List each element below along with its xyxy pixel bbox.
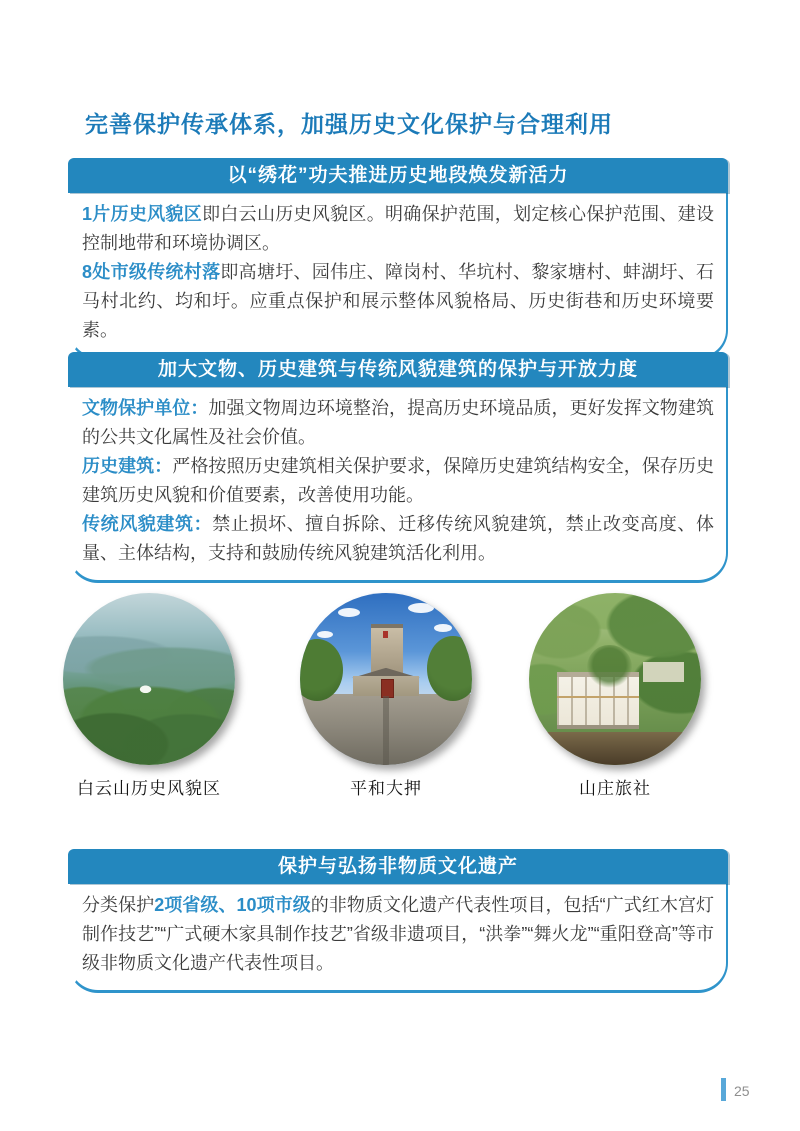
- photo-caption: 平和大押: [350, 779, 422, 798]
- page-number-accent-bar: [721, 1078, 726, 1101]
- tree-shape: [427, 636, 472, 701]
- keyword-highlight: 2项省级、10项市级: [154, 895, 311, 915]
- shanzhuang-hostel-photo-image: [529, 593, 701, 765]
- section-heritage-buildings: [68, 352, 728, 583]
- paragraph-text: 即高塘圩、园伟庄、障岗村、华坑村、黎家塘村、蚌湖圩、石马村北约、均和圩。应重点保护和展示整体风貌格局、历史街巷和历史环境要素。: [82, 262, 714, 340]
- section-intangible-heritage: [68, 849, 728, 993]
- section-header-text: 加大文物、历史建筑与传统风貌建筑的保护与开放力度: [157, 359, 638, 380]
- paragraph: [82, 258, 714, 345]
- photo-baiyunshan: [63, 593, 235, 799]
- photo-shanzhuang-hostel: [529, 593, 701, 799]
- section-header-text: 保护与弘扬非物质文化遗产: [277, 856, 518, 877]
- page-number: 25: [734, 1083, 750, 1099]
- paragraph: [82, 200, 714, 258]
- railing-shape: [557, 696, 640, 698]
- cloud-shape: [317, 631, 333, 638]
- paragraph: [82, 452, 714, 510]
- keyword-lead: 1片历史风貌区: [82, 204, 203, 224]
- paragraph: [82, 510, 714, 568]
- section-header-bar: [68, 158, 728, 193]
- section-header-bar: [68, 352, 728, 387]
- pavement-line-shape: [383, 696, 388, 765]
- paragraph-text: 即白云山历史风貌区。明确保护范围，划定核心保护范围、建设控制地带和环境协调区。: [82, 204, 715, 253]
- section-header-bar: [68, 849, 728, 884]
- photo-row: [0, 593, 800, 803]
- keyword-lead: 文物保护单位：: [82, 398, 209, 418]
- paragraph: [82, 891, 714, 978]
- keyword-lead: 历史建筑：: [82, 456, 173, 476]
- baiyunshan-photo-image: [63, 593, 235, 765]
- pond-shape: [529, 732, 701, 765]
- keyword-lead: 传统风貌建筑：: [82, 514, 213, 534]
- paragraph-text: 的非物质文化遗产代表性项目，包括“广式红木宫灯制作技艺”“广式硬木家具制作技艺”省级非遗项目，“洪拳”“舞火龙”“重阳登高”等市级非物质文化遗产代表性项目。: [82, 895, 715, 973]
- photo-caption: 山庄旅社: [579, 779, 651, 798]
- section-header-text: 以“绣花”功夫推进历史地段焕发新活力: [227, 165, 569, 186]
- paragraph-text: 严格按照历史建筑相关保护要求，保障历史建筑结构安全，保存历史建筑历史风貌和价值要素，改善使用功能。: [82, 456, 714, 505]
- tree-shape: [300, 639, 343, 701]
- paragraph-text: 禁止损坏、擅自拆除、迁移传统风貌建筑，禁止改变高度、体量、主体结构，支持和鼓励传统风貌建筑活化利用。: [82, 514, 715, 563]
- paragraph-text: 加强文物周边环境整治，提高历史环境品质，更好发挥文物建筑的公共文化属性及社会价值。: [82, 398, 715, 447]
- section-body-box: [68, 387, 728, 583]
- page-title: 完善保护传承体系，加强历史文化保护与合理利用: [85, 111, 613, 137]
- section-body-box: [68, 193, 728, 360]
- cloud-shape: [338, 608, 360, 617]
- foliage-shape: [587, 645, 632, 690]
- paragraph-text: 分类保护: [82, 895, 155, 915]
- section-body-box: [68, 884, 728, 993]
- paragraph: [82, 394, 714, 452]
- cloud-shape: [408, 603, 434, 613]
- photo-pinghe-pawnshop: [300, 593, 472, 799]
- keyword-lead: 8处市级传统村落: [82, 262, 221, 282]
- pinghe-pawnshop-photo-image: [300, 593, 472, 765]
- photo-caption: 白云山历史风貌区: [77, 779, 221, 798]
- cloud-shape: [434, 624, 452, 632]
- red-plaque-shape: [383, 631, 388, 638]
- background-building-shape: [643, 662, 684, 683]
- section-historic-districts: [68, 158, 728, 360]
